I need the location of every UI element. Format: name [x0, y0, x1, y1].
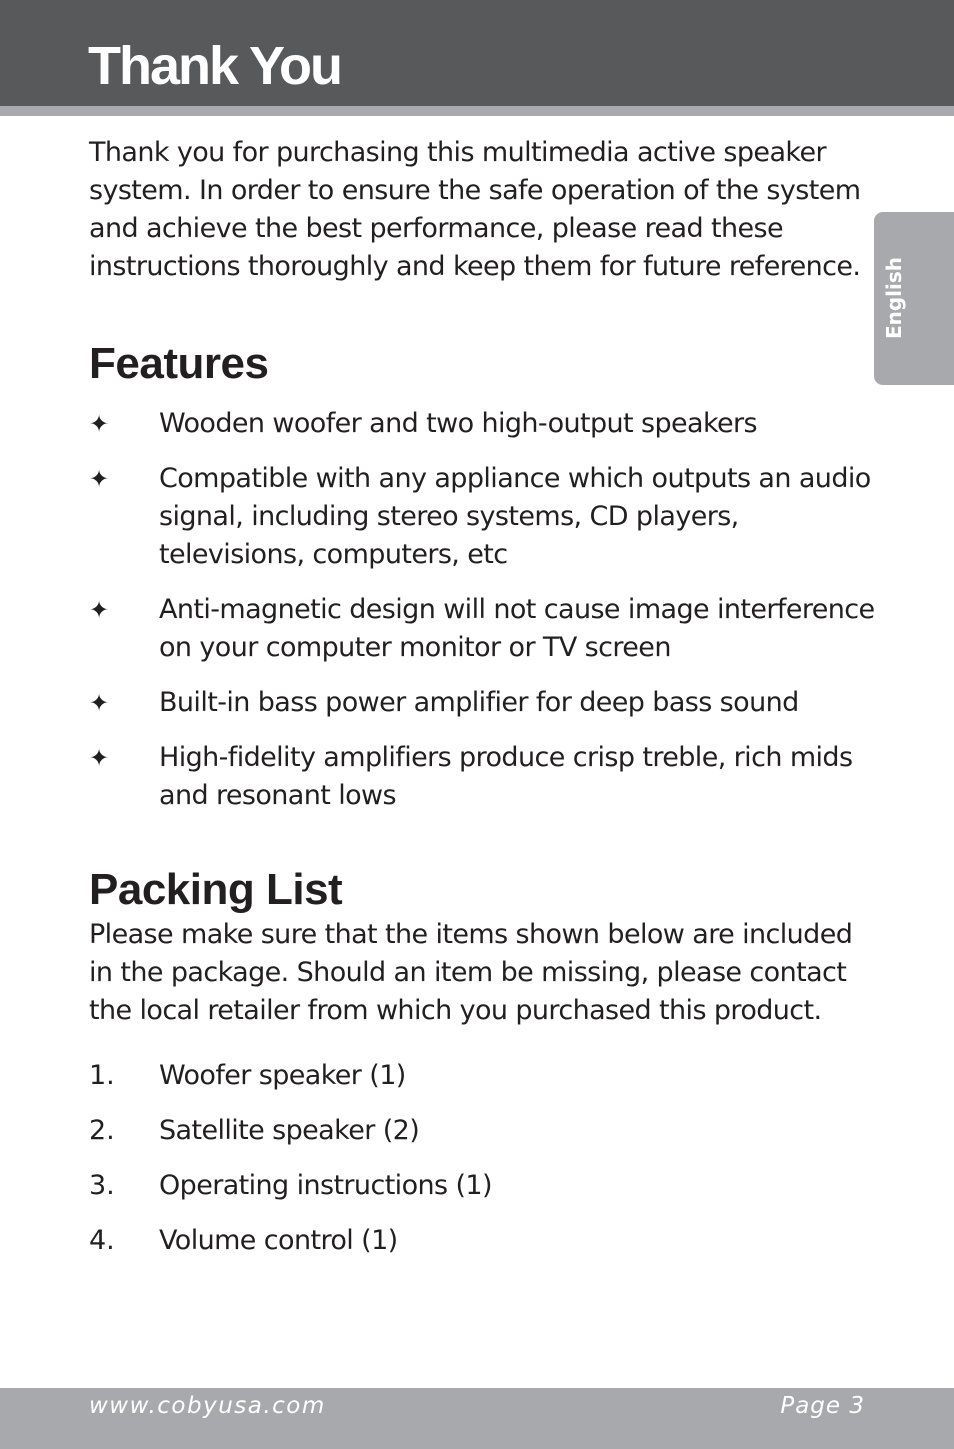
features-list [89, 405, 879, 815]
packing-item-number: 3. [89, 1170, 115, 1201]
footer-website-link[interactable]: www.cobyusa.com [89, 1393, 326, 1419]
intro-paragraph: Thank you for purchasing this multimedia active speaker system. In order to ensure the safe operation of the system and achieve the best performance, please read these instructions thoroughly and keep them for future reference. [89, 137, 861, 282]
feature-text: Built-in bass power amplifier for deep bass sound [159, 687, 799, 718]
four-point-star-icon: ✦ [89, 410, 110, 438]
feature-text: Wooden woofer and two high-output speakers [159, 408, 758, 439]
four-point-star-icon: ✦ [89, 744, 110, 772]
feature-item [89, 684, 879, 722]
feature-item [89, 591, 879, 667]
packing-item-number: 4. [89, 1225, 115, 1256]
packing-item-number: 1. [89, 1060, 115, 1091]
packing-item [89, 1057, 879, 1095]
four-point-star-icon: ✦ [89, 596, 110, 624]
four-point-star-icon: ✦ [89, 689, 110, 717]
packing-item-text: Woofer speaker (1) [159, 1060, 406, 1091]
language-tab-label: English [882, 256, 906, 340]
header-stripe [0, 106, 954, 116]
feature-text: Anti-magnetic design will not cause image interference on your computer monitor or TV screen [159, 594, 875, 663]
packing-item [89, 1112, 879, 1150]
packing-item [89, 1167, 879, 1205]
feature-item [89, 739, 879, 815]
main-content [89, 134, 879, 1277]
footer-page-number: Page 3 [780, 1393, 865, 1419]
packing-item-text: Volume control (1) [159, 1225, 398, 1256]
feature-item [89, 460, 879, 574]
packing-intro-paragraph: Please make sure that the items shown below are included in the package. Should an item be missing, please contact the local retailer from which you purchased this product. [89, 919, 853, 1026]
feature-text: High-fidelity amplifiers produce crisp treble, rich mids and resonant lows [159, 742, 853, 811]
packing-list-heading: Packing List [89, 865, 343, 914]
page-title: Thank You [88, 36, 342, 96]
packing-item-text: Operating instructions (1) [159, 1170, 492, 1201]
packing-list [89, 1057, 879, 1260]
feature-text: Compatible with any appliance which outputs an audio signal, including stereo systems, CD players, televisions, computers, etc [159, 463, 871, 570]
packing-item-number: 2. [89, 1115, 115, 1146]
feature-item [89, 405, 879, 443]
packing-item [89, 1222, 879, 1260]
four-point-star-icon: ✦ [89, 465, 110, 493]
packing-item-text: Satellite speaker (2) [159, 1115, 420, 1146]
features-heading: Features [89, 339, 269, 388]
